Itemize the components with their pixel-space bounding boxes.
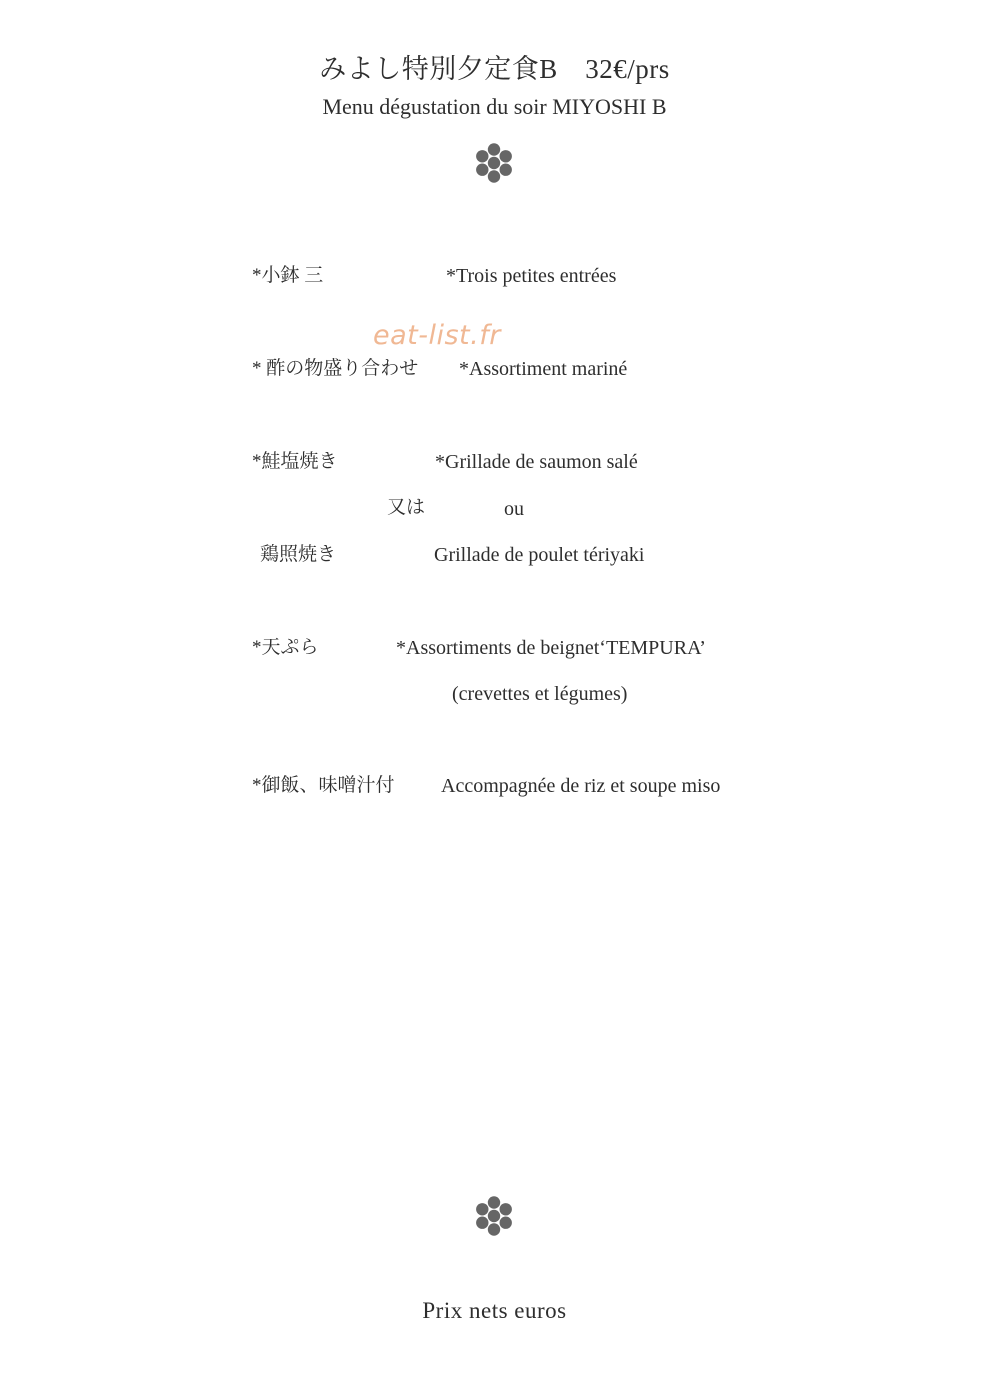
footer-price-note: Prix nets euros [422,1298,567,1323]
menu-item-3-alt-fr: Grillade de poulet tériyaki [434,544,645,566]
menu-item-2-fr: *Assortiment mariné [459,358,628,380]
menu-item-5-jp: *御飯、味噌汁付 [252,775,395,796]
menu-item-5-fr: Accompagnée de riz et soupe miso [441,775,721,797]
menu-item-3-or-jp: 又は [387,497,426,518]
menu-item-3-jp: *鮭塩焼き [252,451,338,472]
menu-item-1-jp: *小鉢 三 [252,265,324,286]
flower-ornament-icon [472,141,516,185]
menu-item-2-jp: * 酢の物盛り合わせ [252,358,419,379]
menu-item-3-or-fr: ou [504,498,524,520]
menu-title-french: Menu dégustation du soir MIYOSHI B [322,94,667,119]
flower-ornament-icon [472,1194,516,1238]
menu-item-4-fr: *Assortiments de beignet‘TEMPURA’ [396,637,706,659]
menu-item-4-jp: *天ぷら [252,637,319,658]
menu-item-3-fr: *Grillade de saumon salé [435,451,638,473]
menu-item-4-fr-sub: (crevettes et légumes) [452,683,628,705]
menu-item-3-alt-jp: 鶏照焼き [260,544,337,565]
menu-item-1-fr: *Trois petites entrées [446,265,617,287]
watermark: eat-list.fr [373,320,501,351]
menu-title-japanese: みよし特別夕定食B 32€/prs [319,54,670,84]
